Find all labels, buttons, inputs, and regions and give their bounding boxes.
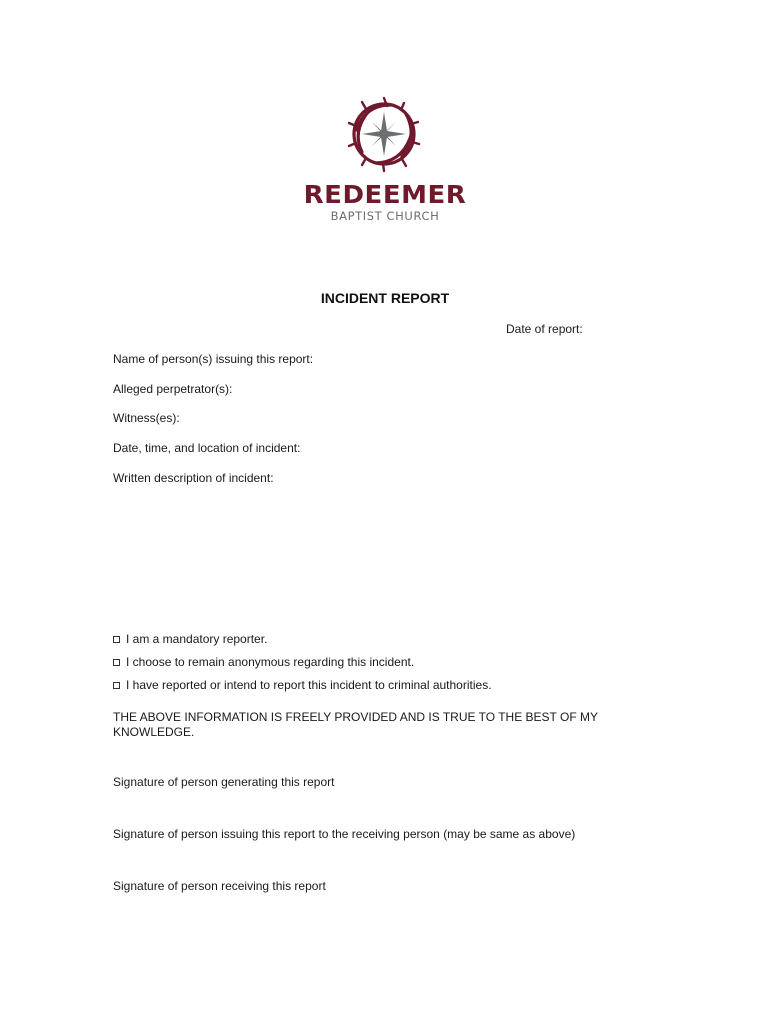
crown-of-thorns-compass-star-icon: [342, 92, 426, 176]
church-logo-icon: [342, 92, 426, 176]
signature-issuer-label: Signature of person issuing this report to the receiving person (may be same as above): [113, 827, 576, 841]
checkbox-mandatory-reporter[interactable]: [113, 636, 120, 643]
church-name: REDEEMER: [303, 180, 467, 209]
checkbox-reported-authorities[interactable]: [113, 682, 120, 689]
checkbox-label: I choose to remain anonymous regarding this incident.: [126, 655, 415, 669]
issuer-name-label: Name of person(s) issuing this report:: [113, 352, 314, 366]
anonymous-option[interactable]: [113, 655, 414, 669]
mandatory-reporter-option[interactable]: [113, 632, 267, 646]
reported-authorities-option[interactable]: [113, 678, 492, 692]
date-of-report-label: Date of report:: [506, 322, 583, 336]
church-subtitle: BAPTIST CHURCH: [330, 209, 440, 223]
datetime-location-label: Date, time, and location of incident:: [113, 441, 301, 455]
checkbox-label: I have reported or intend to report this incident to criminal authorities.: [126, 678, 492, 692]
perpetrator-label: Alleged perpetrator(s):: [113, 382, 233, 396]
checkbox-label: I am a mandatory reporter.: [126, 632, 268, 646]
description-label: Written description of incident:: [113, 471, 274, 485]
signature-generator-label: Signature of person generating this report: [113, 775, 335, 789]
attestation-statement: THE ABOVE INFORMATION IS FREELY PROVIDED AND IS TRUE TO THE BEST OF MY KNOWLEDGE.: [113, 710, 598, 739]
signature-receiver-label: Signature of person receiving this report: [113, 879, 326, 893]
checkbox-anonymous[interactable]: [113, 659, 120, 666]
document-title: INCIDENT REPORT: [320, 290, 450, 306]
witness-label: Witness(es):: [113, 411, 180, 425]
